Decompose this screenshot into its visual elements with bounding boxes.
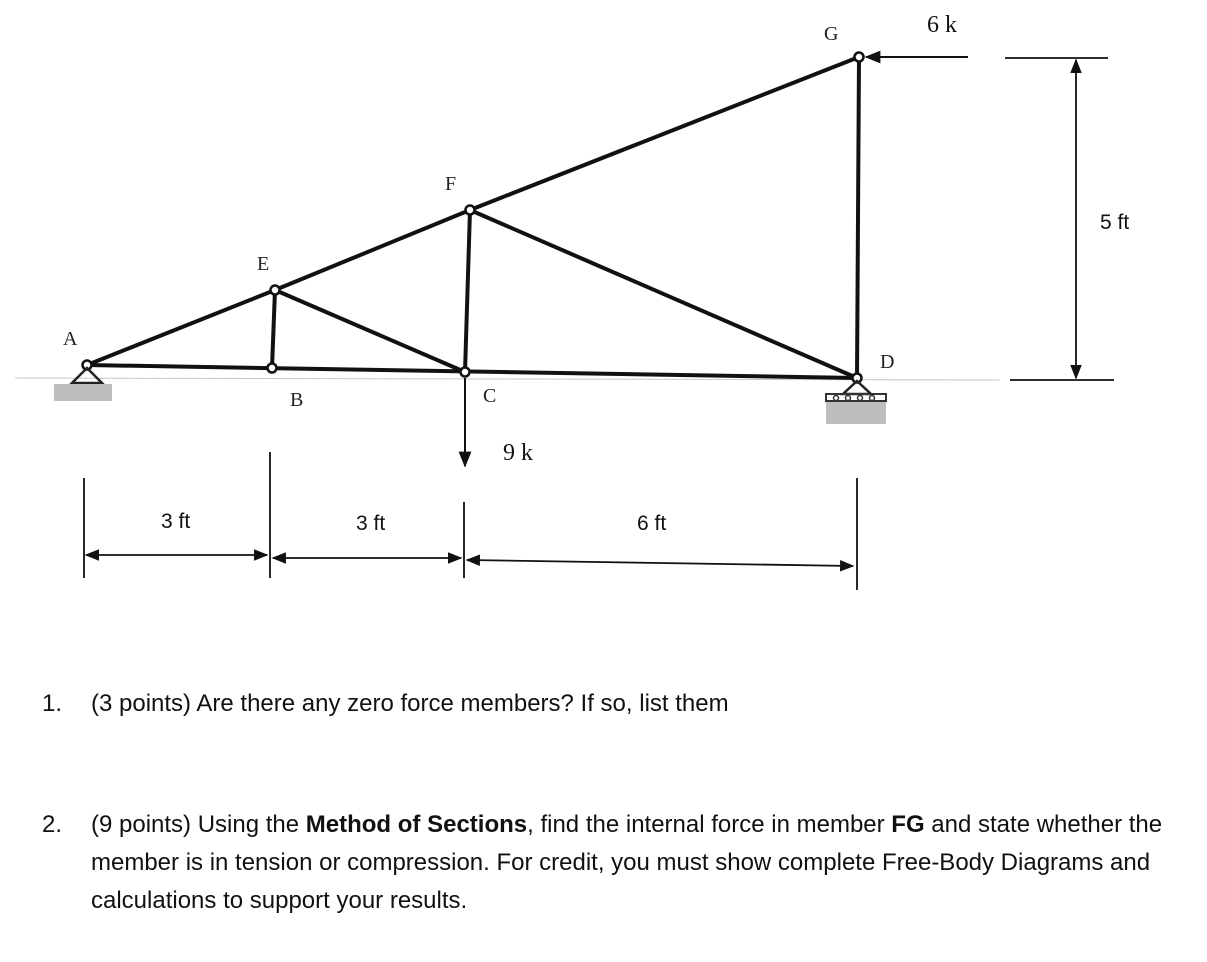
- question-2-text: [91, 806, 1201, 920]
- joint-E: [271, 286, 280, 295]
- pin-support-A: [54, 368, 112, 401]
- joint-C: [461, 368, 470, 377]
- label-node-A: A: [63, 328, 78, 350]
- label-node-B: B: [290, 389, 304, 411]
- question-1-number: 1.: [42, 690, 63, 717]
- joint-F: [466, 206, 475, 215]
- question-1-text: (3 points) Are there any zero force members? If so, list them: [91, 690, 729, 717]
- question-1: [42, 685, 1192, 725]
- label-node-E: E: [257, 253, 270, 275]
- member-FC: [465, 210, 470, 372]
- joint-G: [855, 53, 864, 62]
- load-label-vertical-C: 9 k: [503, 440, 533, 466]
- label-node-D: D: [880, 351, 895, 373]
- dimension-label-height: 5 ft: [1100, 211, 1130, 234]
- joint-B: [268, 364, 277, 373]
- question-2: [42, 806, 1202, 926]
- member-AD: [87, 365, 857, 378]
- dimension-label-AB: 3 ft: [161, 510, 191, 533]
- member-GD: [857, 57, 859, 378]
- question-2-part-3: and state whether the member is in tension or compression. For credit, you must show complete Free-Body Diagrams and calculations to support your results.: [91, 811, 1163, 914]
- roller-support-D: [826, 381, 886, 424]
- member-FG: [470, 57, 859, 210]
- question-2-number: 2.: [42, 811, 63, 838]
- member-EF: [275, 210, 470, 290]
- member-FD: [470, 210, 857, 378]
- label-node-G: G: [824, 23, 839, 45]
- horizontal-dimension: [84, 452, 857, 590]
- member-EC: [275, 290, 465, 372]
- question-2-bold-method: Method of Sections: [305, 811, 528, 838]
- label-node-F: F: [445, 173, 457, 195]
- question-2-part-1: (9 points) Using the: [91, 811, 306, 838]
- load-label-horizontal-G: 6 k: [927, 12, 957, 38]
- member-EB: [272, 290, 275, 368]
- member-AE: [87, 290, 275, 365]
- dimension-label-BC: 3 ft: [356, 512, 386, 535]
- truss-members: [87, 57, 859, 378]
- question-2-part-2: , find the internal force in member: [527, 811, 892, 838]
- vertical-dimension: [1005, 58, 1114, 380]
- label-node-C: C: [483, 385, 497, 407]
- question-2-bold-member: FG: [891, 811, 925, 838]
- dimension-label-CD: 6 ft: [637, 512, 667, 535]
